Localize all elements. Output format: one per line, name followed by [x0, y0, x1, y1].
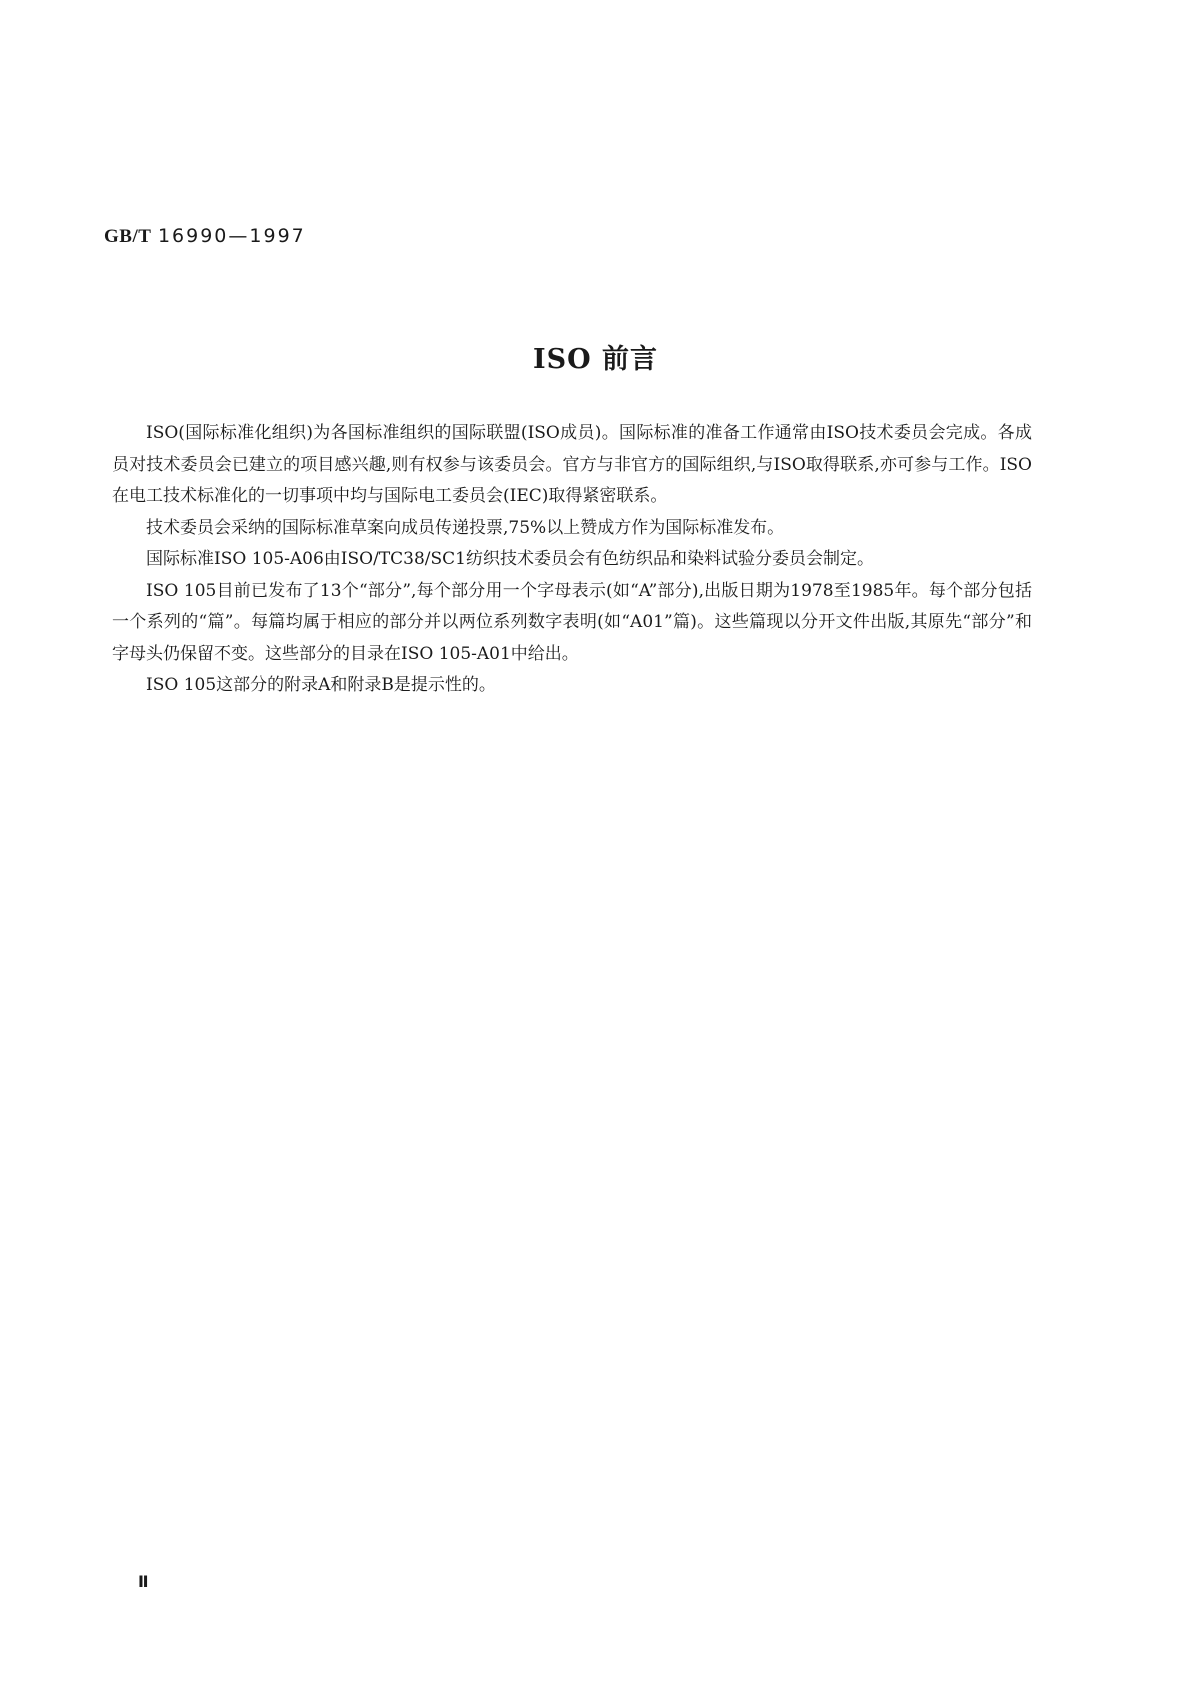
- paragraph-annexes: ISO 105这部分的附录A和附录B是提示性的。: [146, 675, 496, 695]
- standard-prefix: GB/T: [104, 226, 152, 247]
- paragraph-committee: 国际标准ISO 105-A06由ISO/TC38/SC1纺织技术委员会有色纺织品和染料试验分委员会制定。: [146, 549, 875, 569]
- paragraph-parts: ISO 105目前已发布了13个“部分”,每个部分用一个字母表示(如“A”部分),出版日期为1978至1985年。每个部分包括一个系列的“篇”。每篇均属于相应的部分并以两位系列数字表明(如“A01”篇)。这些篇现以分开文件出版,其原先“部分”和字母头仍保留不变。这些部分的目录在ISO 105-A01中给出。: [112, 580, 1032, 664]
- standard-number: 16990—1997: [157, 225, 306, 247]
- section-title: ISO 前言: [532, 344, 659, 375]
- paragraph-iso-organization: ISO(国际标准化组织)为各国标准组织的国际联盟(ISO成员)。国际标准的准备工作通常由ISO技术委员会完成。各成员对技术委员会已建立的项目感兴趣,则有权参与该委员会。官方与非官方的国际组织,与ISO取得联系,亦可参与工作。ISO在电工技术标准化的一切事项中均与国际电工委员会(IEC)取得紧密联系。: [112, 423, 1032, 506]
- foreword-body: [112, 418, 1032, 702]
- paragraph-voting: 技术委员会采纳的国际标准草案向成员传递投票,75%以上赞成方作为国际标准发布。: [146, 517, 785, 538]
- page-number: Ⅱ: [138, 1572, 149, 1591]
- standard-code-header: [104, 224, 306, 249]
